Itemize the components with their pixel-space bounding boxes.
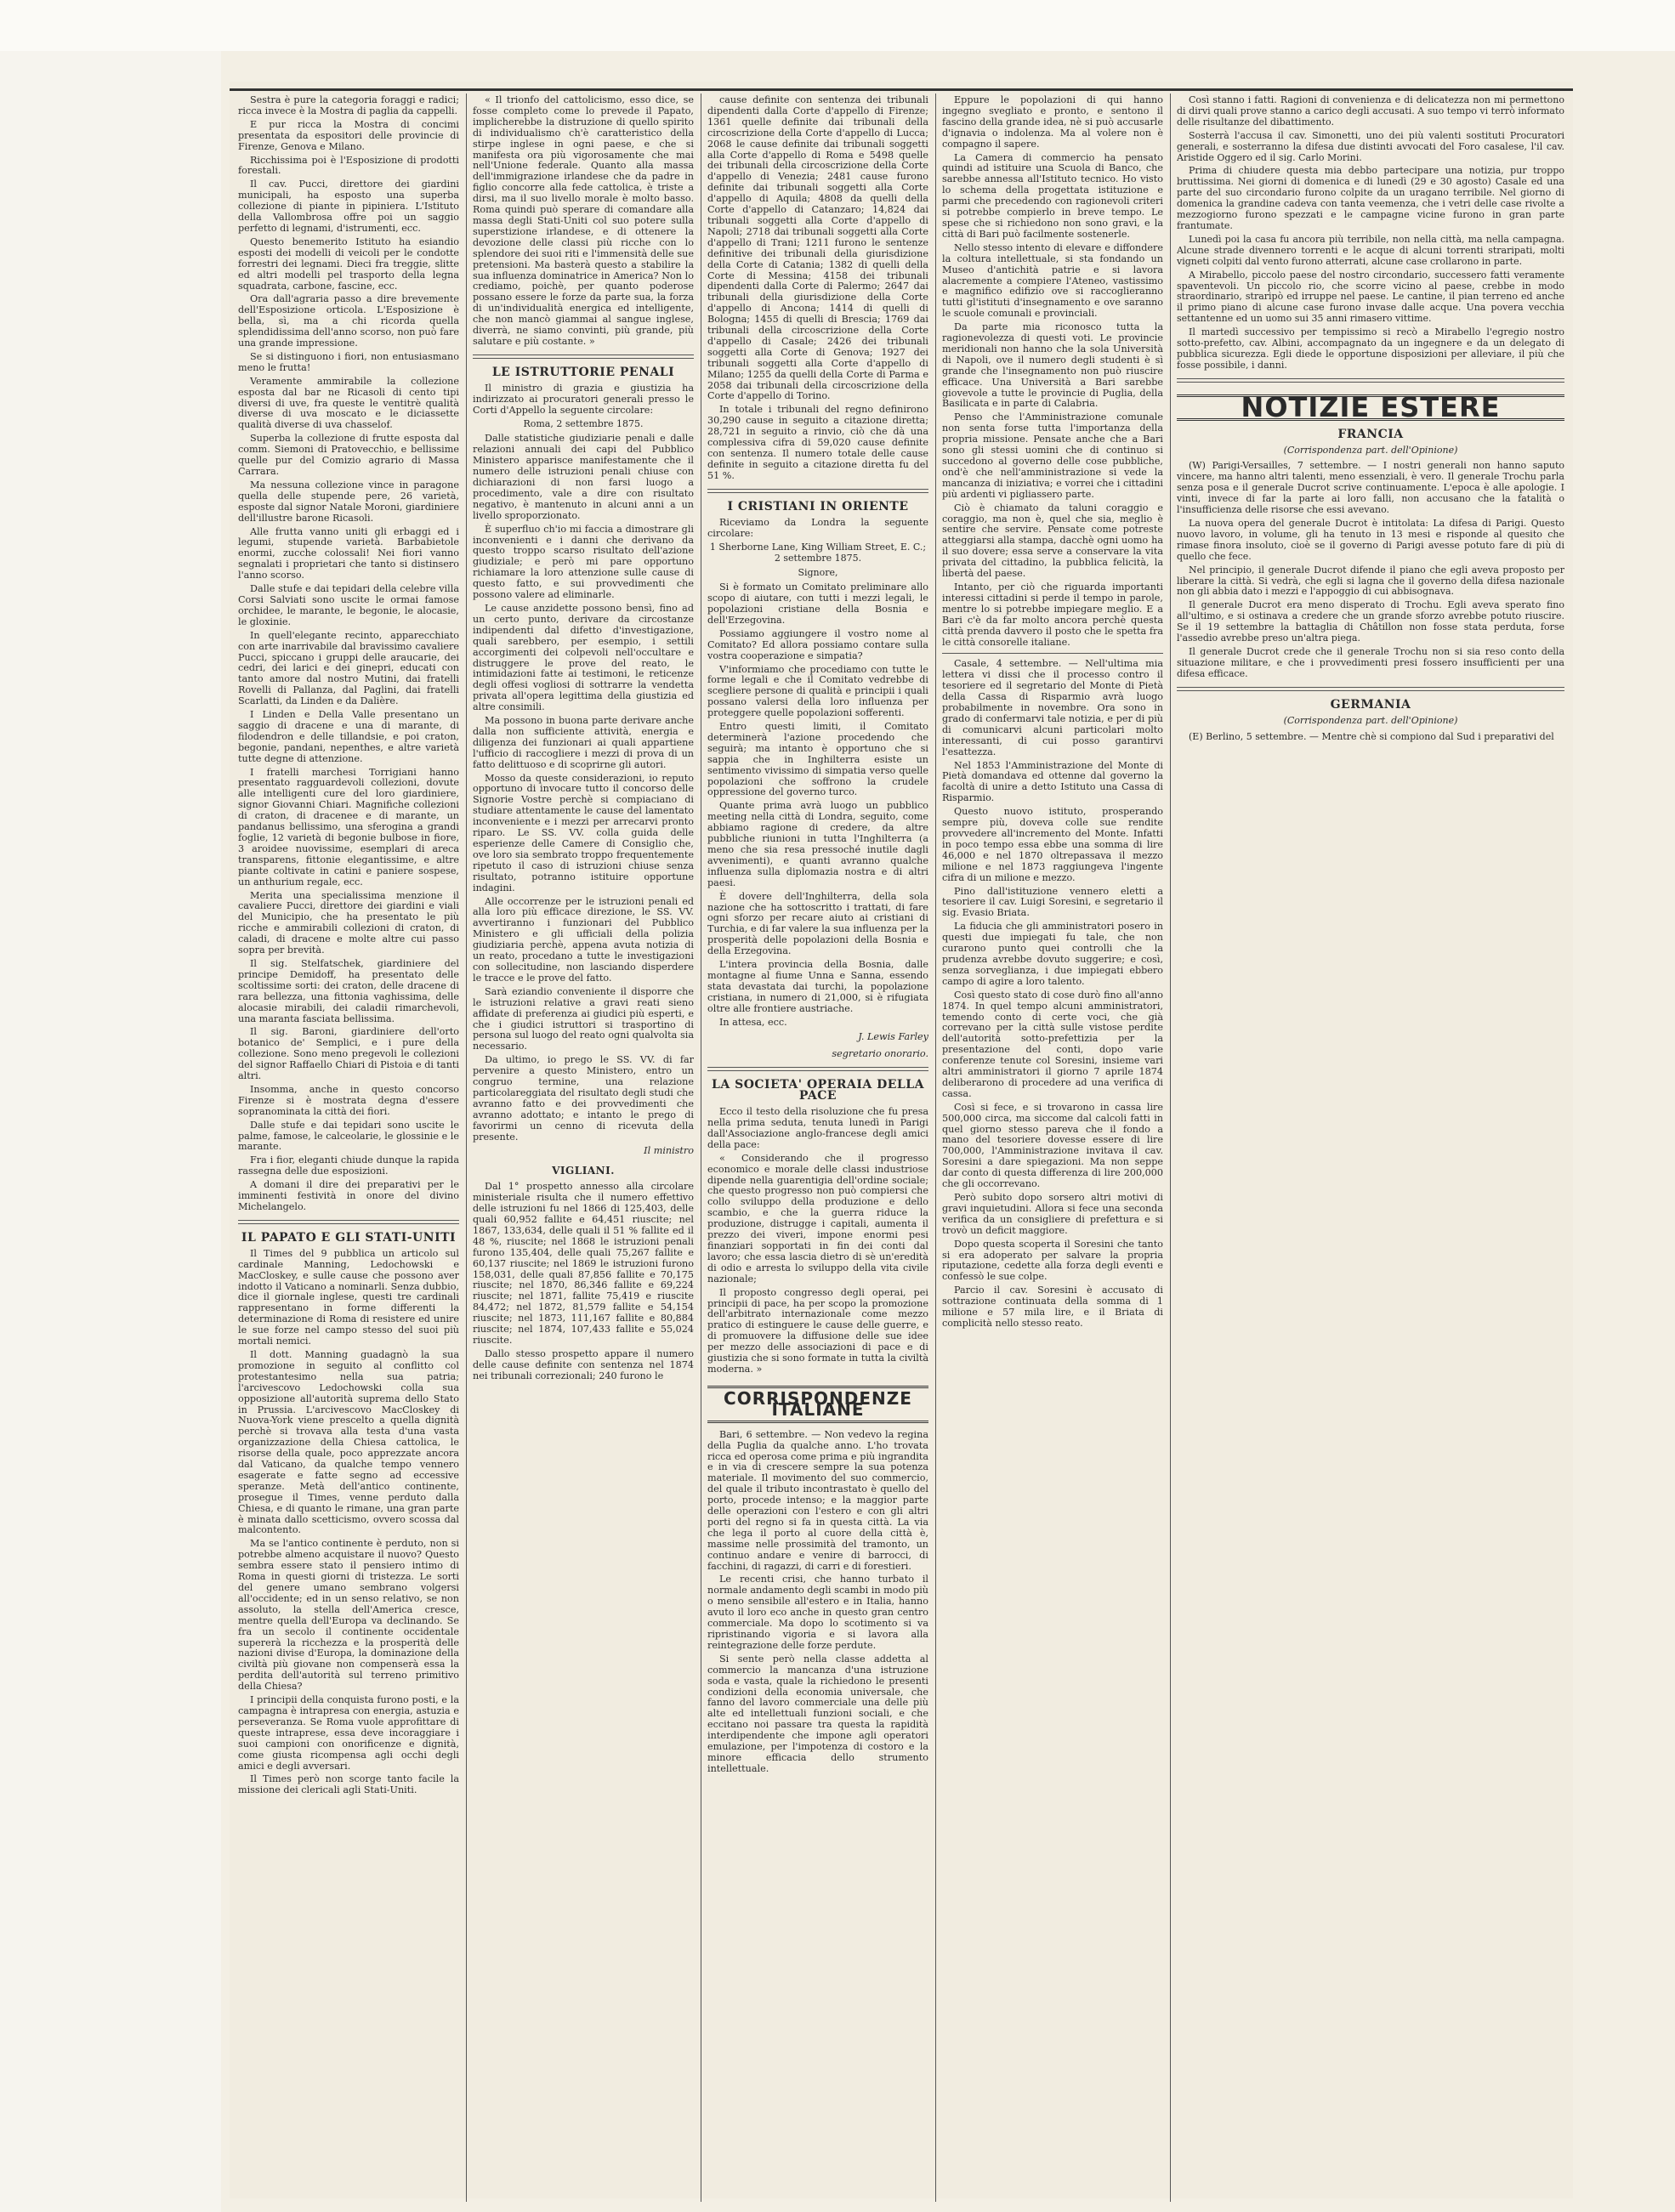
paragraph: Il sig. Baroni, giardiniere dell'orto botanico de' Semplici, e i pure della collezione. Sono meno pregevoli le collezioni del signor Raffaello Chiari di Pistoia e di tanti altri. [238, 1026, 459, 1082]
paragraph: Nel principio, il generale Ducrot difende il piano che egli aveva proposto per liberare la città. Si vedrà, che egli si lagna che il governo della difesa nazionale non gli abbia dato i mezzi e l'appoggio di cui abbisognava. [1177, 564, 1564, 598]
paragraph: Però subito dopo sorsero altri motivi di gravi inquietudini. Allora si fece una seconda verifica da un consigliere di prefettura e si trovò un deficit maggiore. [942, 1192, 1163, 1236]
paragraph: « Il trionfo del cattolicismo, esso dice, se fosse completo come lo prevede il Papato, implicherebbe la distruzione di quello spirito di individualismo ch'è caratteristico della stirpe inglese in ogni paese, e che si manifesta ora più vigorosamente che mai nell'Unione federale. Quanto alla massa dell'immigrazione irlandese che da padre in figlio concorre alla fede cattolica, è triste a dirsi, ma il suo livello morale è molto basso. Roma quindi può sperare di comandare alla massa degli Stati-Uniti col suo potere sulla superstizione irlandese, e di ottenere la devozione delle classi più ricche con lo splendore dei suoi riti e l'immensità delle sue pretensioni. Ma basterà questo a stabilire la sua influenza dominatrice in America? Non lo crediamo, poichè, per quanto poderose possano essere le forze da parte sua, la forza di un'individualità energica ed intelligente, che non mancò giammai al sangue inglese, diverrà, ne siamo convinti, più grande, più salutare e più costante. » [473, 95, 694, 347]
paragraph: Dalle statistiche giudiziarie penali e dalle relazioni annuali dei capi del Pubblico Ministero apparisce manifestamente che il numero delle istruzioni penali chiuse con dichiarazioni di non farsi luogo a procedimento, vale a dire con risultato negativo, è mantenuto in alcuni anni a un livello sproporzionato. [473, 433, 694, 521]
paragraph: Questo benemerito Istituto ha esiandio esposti dei modelli di veicoli per le condotte forrestri dei legnami. Dieci fra treggie, slitte ed altri modelli pel trasporto della legna squadrata, carbone, fascine, ecc. [238, 235, 459, 292]
paragraph: L'intera provincia della Bosnia, dalle montagne al fiume Unna e Sanna, essendo stata devastata dai turchi, la popolazione cristiana, in numero di 21,000, si è rifugiata oltre alle frontiere austriache. [707, 959, 928, 1014]
paragraph: Dal 1° prospetto annesso alla circolare ministeriale risulta che il numero effettivo delle istruzioni fu nel 1866 di 125,403, delle quali 60,952 fallite e 64,451 riuscite; nel 1867, 133,634, delle quali il 51 % fallite ed il 48 %, riuscite; nel 1868 le istruzioni penali furono 135,404, delle quali 75,267 fallite e 60,137 riuscite; nel 1869 le istruzioni furono 158,031, delle quali 87,856 fallite e 70,175 riuscite; nel 1870, 86,346 fallite e 69,224 riuscite; nel 1871, fallite 75,419 e riuscite 84,472; nel 1872, 81,579 fallite e 54,154 riuscite; nel 1873, 111,167 fallite e 80,884 riuscite; nel 1874, 107,433 fallite e 55,024 riuscite. [473, 1181, 694, 1346]
divider [1177, 378, 1564, 383]
paragraph: E pur ricca la Mostra di concimi presentata da espositori delle provincie di Firenze, Genova e Milano. [238, 118, 459, 152]
paragraph: Merita una specialissima menzione il cavaliere Pucci, direttore dei giardini e viali del Municipio, che ha presentato le più ricche e ammirabili collezioni di craton, di caladi, di dracene e molte altre cui passo sopra per brevità. [238, 889, 459, 956]
paragraph: Questo nuovo istituto, prosperando sempre più, doveva colle sue rendite provvedere all'incremento del Monte. Infatti in poco tempo essa ebbe una somma di lire 46,000 e nel 1870 oltrepassava il mezzo milione e nel 1873 raggiungeva l'ingente cifra di un milione e mezzo. [942, 806, 1163, 883]
section-heading: I CRISTIANI IN ORIENTE [727, 499, 909, 513]
paragraph: Ecco il testo della risoluzione che fu presa nella prima seduta, tenuta lunedì in Parigi dall'Associazione anglo-francese degli amici della pace: [707, 1106, 928, 1150]
paragraph: Prima di chiudere questa mia debbo partecipare una notizia, pur troppo bruttissima. Nei giorni di domenica e di lunedì (29 e 30 agosto) Casale ed una parte del suo circondario furono colpite da un uragano terribile. Nel giorno di domenica la grandine cadeva con tanta veemenza, che i vetri delle case rivolte a mezzogiorno furono spezzati e le campagne vicine furono in gran parte frantumate. [1177, 165, 1564, 231]
paragraph: Parcio il cav. Soresini è accusato di sottrazione continuata della somma di 1 milione e 57 mila lire, e il Briata di complicità nello stesso reato. [942, 1285, 1163, 1329]
paragraph: Nel 1853 l'Amministrazione del Monte di Pietà domandava ed ottenne dal governo la facoltà di unire a detto Istituto una Cassa di Risparmio. [942, 759, 1163, 804]
paragraph: Da parte mia riconosco tutta la ragionevolezza di questi voti. Le provincie meridionali non hanno che la sola Università di Napoli, ove il numero degli studenti è sì grande che l'insegnamento non può riuscire efficace. Una Università a Bari sarebbe giovevole a tutte le provincie di Puglia, della Basilicata e in parte di Calabria. [942, 321, 1163, 410]
paragraph: Il martedì successivo per tempissimo si recò a Mirabello l'egregio nostro sotto-prefetto, cav. Albini, accompagnato da un ingegnere e da un delegato di pubblica sicurezza. Egli diede le opportune disposizioni per alleviare, il più che fosse possibile, i danni. [1177, 326, 1564, 371]
paragraph: Il dott. Manning guadagnò la sua promozione in seguito al conflitto col protestantesimo nella sua patria; l'arcivescovo Ledochowski colla sua opposizione all'autorità suprema dello Stato in Prussia. L'arcivescovo MacCloskey di Nuova-York viene prescelto a quella dignità perchè si trovava alla testa d'una vasta organizzazione della Chiesa cattolica, le risorse della quale, poco apprezzate ancora dal Vaticano, da qualche tempo vennero esagerate e fatte segno ad eccessive speranze. Metà dell'antico continente, prosegue il Times, venne perduto dalla Chiesa, e di quanto le rimane, una gran parte è minata dallo scetticismo, ovvero scossa dal malcontento. [238, 1348, 459, 1536]
section-heading: FRANCIA [1337, 427, 1404, 441]
paragraph: Il generale Ducrot era meno disperato di Trochu. Egli aveva sperato fino all'ultimo, e si ostinava a credere che un grande sforzo avrebbe potuto riuscire. Se il 19 settembre la battaglia di Châtillon non fosse stata perduta, forse l'assedio avrebbe preso un'altra piega. [1177, 599, 1564, 644]
section-heading: LA SOCIETA' OPERAIA DELLA PACE [712, 1078, 924, 1103]
divider [238, 1220, 459, 1224]
paragraph: Dopo questa scoperta il Soresini che tanto si era adoperato per salvare la propria riputazione, cedette alla forza degli eventi e confessò le sue colpe. [942, 1238, 1163, 1283]
letter-meta: Roma, 2 settembre 1875. [523, 418, 644, 430]
column-separator [935, 94, 936, 2202]
paragraph: Si è formato un Comitato preliminare allo scopo di aiutare, con tutti i mezzi legali, le popolazioni cristiane della Bosnia e dell'Erzegovina. [707, 581, 928, 626]
paragraph: I principii della conquista furono posti, e la campagna è intrapresa con energia, astuzia e perseveranza. Se Roma vuole approfittare di queste intraprese, essa deve incoraggiare i suoi campioni con onorificenze e dignità, come giusta ricompensa agli occhi degli amici e degli avversari. [238, 1694, 459, 1772]
paragraph: Dalle stufe e dai tepidari della celebre villa Corsi Salviati sono uscite le ormai famose orchidee, le marante, le begonie, le alocasie, le gloxinie. [238, 583, 459, 627]
paragraph: Le recenti crisi, che hanno turbato il normale andamento degli scambi in modo più o meno sensibile all'estero e in Italia, hanno avuto il loro eco anche in questo gran centro commerciale. Ma dopo lo scotimento si va ripristinando vigoria e si lavora alla reintegrazione delle forze perdute. [707, 1574, 928, 1651]
paragraph: « Considerando che il progresso economico e morale delle classi industriose dipende nella guarentigia dell'ordine sociale; che questo progresso non può compiersi che collo sviluppo della produzione e dello scambio, e che la guerra riduce la produzione, distrugge i capitali, aumenta il prezzo dei viveri, impone enormi pesi finanziari sopportati in fin dei conti dal lavoro; che essa lascia dietro di sè un'eredità di odio e arresta lo sviluppo della vita civile nazionale; [707, 1152, 928, 1285]
column-separator [466, 94, 467, 2202]
divider [942, 653, 1163, 654]
paragraph: Intanto, per ciò che riguarda importanti interessi cittadini si perde il tempo in parole, mentre lo si potrebbe impiegare meglio. E a Bari c'è da far molto ancora perchè questa città prenda davvero il posto che le spetta fra le città consorelle italiane. [942, 581, 1163, 648]
paragraph: La Camera di commercio ha pensato quindi ad istituire una Scuola di Banco, che sarebbe annessa all'Istituto tecnico. Ho visto lo schema della progettata istituzione e parmi che precedendo con ragionevoli criteri si potrebbe compierlo in breve tempo. Le spese che si richiedono non sono gravi, e la città di Bari può facilmente sostenerle. [942, 151, 1163, 240]
column-separator [1170, 94, 1171, 2202]
paragraph: Insomma, anche in questo concorso Firenze si è mostrata degna d'essere sopranominata la città dei fiori. [238, 1083, 459, 1117]
paragraph: Superba la collezione di frutte esposta dal comm. Siemoni di Pratovecchio, e bellissime quelle pur del Comizio agrario di Massa Carrara. [238, 433, 459, 477]
paragraph: Il Times però non scorge tanto facile la missione dei clericali agli Stati-Uniti. [238, 1773, 459, 1796]
paragraph: Dalle stufe e dai tepidari sono uscite le palme, famose, le calceolarie, le glossinie e le marante. [238, 1119, 459, 1153]
letter-meta: 1 Sherborne Lane, King William Street, E. C.; 2 settembre 1875. [709, 542, 927, 564]
paragraph: Si sente però nella classe addetta al commercio la mancanza d'una istruzione soda e vasta, quale la richiedono le presenti condizioni della economia universale, che fanno del lavoro commerciale una delle più alte ed intellettuali funzioni sociali, e che eccitano noi passare tra questa la rapidità interdipendente che impone agli operatori emulazione, per l'impotenza di costoro e la minore efficacia dello strumento intellettuale. [707, 1653, 928, 1774]
signature: Il ministro [644, 1145, 694, 1157]
paragraph: Così questo stato di cose durò fino all'anno 1874. In quel tempo alcuni amministratori, temendo conto di certe voci, che già correvano per la città sulle vistose perdite dell'autorità sotto-prefettizia per la presentazione del conti, dopo varie conferenze tenute col Soresini, insieme vari altri amministratori il giorno 7 aprile 1874 deliberarono di procedere ad una verifica di cassa. [942, 989, 1163, 1099]
paragraph: Alle occorrenze per le istruzioni penali ed alla loro più efficace direzione, le SS. VV. avvertiranno i funzionari del Pubblico Ministero e gli ufficiali della polizia giudiziaria perchè, appena avuta notizia di un reato, procedano a tutte le investigazioni con sollecitudine, non lasciando disperdere le tracce e le prove del fatto. [473, 895, 694, 984]
section-banner: NOTIZIE ESTERE [1177, 394, 1564, 421]
paragraph: Casale, 4 settembre. — Nell'ultima mia lettera vi dissi che il processo contro il tesoriere ed il segretario del Monte di Pietà della Cassa di Risparmio avrà luogo probabilmente in novembre. Ora sono in grado di confermarvi tale notizia, e per di più di comunicarvi alcuni particolari molto interessanti, di cui posso garantirvi l'esattezza. [942, 658, 1163, 757]
paragraph: I Linden e Della Valle presentano un saggio di dracene e una di marante, di filodendron e delle tillandsie, e poi craton, begonie, pandani, nepenthes, e altre varietà tutte degne di attenzione. [238, 709, 459, 764]
section-heading: GERMANIA [1330, 697, 1411, 712]
paragraph: Ma se l'antico continente è perduto, non si potrebbe almeno acquistare il nuovo? Questo sembra essere stato il pensiero intimo di Roma in questi giorni di tristezza. Le sorti del genere umano sembrano volgersi all'occidente; ed in un senso relativo, se non assoluto, la stella dell'America cresce, mentre quella dell'Europa va declinando. Se fra un secolo il continente occidentale supererà la ricchezza e la prosperità delle nazioni divise d'Europa, la dominazione della civiltà più giovane non compenserà essa la perdita dell'autorità sul terreno primitivo della Chiesa? [238, 1538, 459, 1693]
paragraph: Dallo stesso prospetto appare il numero delle cause definite con sentenza nel 1874 nei tribunali correzionali; 240 furono le [473, 1347, 694, 1381]
paragraph: Ricchissima poi è l'Esposizione di prodotti forestali. [238, 154, 459, 177]
paragraph: Le cause anzidette possono bensì, fino ad un certo punto, derivare da circostanze indipendenti dal difetto d'investigazione, quali sarebbero, per esempio, i settili accorgimenti dei colpevoli nell'occultare e distruggere le prove del reato, le intimidazioni fatte ai testimoni, le reticenze degli offesi vogliosi di sottrarre la vendetta privata all'opera legittima della giustizia ed altre consimili. [473, 602, 694, 713]
paragraph: In totale i tribunali del regno definirono 30,290 cause in seguito a citazione diretta; 28,721 in seguito a rinvio, ciò che dà una complessiva cifra di 59,020 cause definite con sentenza. Il numero totale delle cause definite in seguito a citazione diretta fu del 51 %. [707, 404, 928, 481]
paragraph: Ma possono in buona parte derivare anche dalla non sufficiente attività, energia e diligenza dei funzionari ai quali appartiene l'ufficio di raccogliere i mezzi di prova di un fatto delittuoso e di scoprirne gli autori. [473, 715, 694, 770]
divider [1177, 687, 1564, 691]
paragraph: Nello stesso intento di elevare e diffondere la coltura intellettuale, si sta fondando un Museo d'antichità patrie e si lavora alacremente a compiere l'Ateneo, vastissimo e magnifico edifizio ove si raccoglieranno tutti gl'istituti d'insegnamento e ove saranno le scuole comunali e provinciali. [942, 241, 1163, 320]
top-rule [230, 88, 1573, 91]
section-heading: LE ISTRUTTORIE PENALI [491, 365, 675, 379]
paragraph: Ora dall'agraria passo a dire brevemente dell'Esposizione orticola. L'Esposizione è bella, sì, ma a chi ricorda quella splendidissima dell'anno scorso, non può fare una grande impressione. [238, 293, 459, 349]
paragraph: Bari, 6 settembre. — Non vedevo la regina della Puglia da qualche anno. L'ho trovata ricca ed operosa come prima e più ingrandita e in via di crescere sempre la sua potenza materiale. Il movimento del suo commercio, del quale il tributo incontrastato è quello del porto, procede intenso; e la maggior parte delle operazioni con l'estero e con gli altri porti del regno si fa in questa città. La via che lega il porto al cuore della città è, massime nelle prossimità del tramonto, un continuo andare e venire di barrocci, di facchini, di ragazzi, di carri e di forestieri. [707, 1428, 928, 1572]
paragraph: Lunedì poi la casa fu ancora più terribile, non nella città, ma nella campagna. Alcune strade divennero torrenti e le acque di alcuni torrenti straripati, molti vigneti colpiti dal vento furono atterrati, alcune case crollarono in parte. [1177, 233, 1564, 267]
paragraph: Così stanno i fatti. Ragioni di convenienza e di delicatezza non mi permettono di dirvi quali prove stanno a carico degli accusati. A suo tempo vi terrò informato delle risultanze del dibattimento. [1177, 95, 1564, 128]
paragraph: È dovere dell'Inghilterra, della sola nazione che ha sottoscritto i trattati, di fare ogni sforzo per recare aiuto ai cristiani di Turchia, e di far valere la sua influenza per la prosperità delle popolazioni della Bosnia e della Erzegovina. [707, 890, 928, 957]
paragraph: Entro questi limiti, il Comitato determinerà l'azione procedendo che seguirà; ma intanto è opportuno che si sappia che in Inghilterra esiste un sentimento vivissimo di simpatia verso quelle popolazioni che soffrono la crudele oppressione del governo turco. [707, 721, 928, 798]
paragraph: A domani il dire dei preparativi per le imminenti festività in onore del divino Michelangelo. [238, 1179, 459, 1212]
paragraph: (E) Berlino, 5 settembre. — Mentre chè si compiono dal Sud i preparativi del [1189, 730, 1554, 742]
paragraph: Sarà eziandio conveniente il disporre che le istruzioni relative a gravi reati sieno affidate di preferenza ai giudici più esperti, e che i giudici istruttori si trasportino di persona sul luogo del reato ogni qualvolta sia necessario. [473, 985, 694, 1052]
paragraph: È superfluo ch'io mi faccia a dimostrare gli inconvenienti e i danni che derivano da questo troppo scarso risultato dell'azione giudiziale; e però mi pare opportuno richiamare la loro attenzione sulle cause di questo fatto, e sui provvedimenti che possono valere ad eliminarle. [473, 523, 694, 601]
signature: segretario onorario. [832, 1048, 928, 1060]
divider [707, 1067, 928, 1071]
column-4 [942, 95, 1163, 2202]
paragraph: cause definite con sentenza dei tribunali dipendenti dalla Corte d'appello di Firenze; 1361 quelle definite dai tribunali della circoscrizione della Corte d'appello di Lucca; 2068 le cause definite dai tribunali soggetti alla Corte d'appello di Roma e 5498 quelle dei tribunali della circoscrizione della Corte d'appello di Venezia; 2481 cause furono definite dai tribunali soggetti alla Corte d'appello di Aquila; 4808 da quelli della Corte d'appello di Catanzaro; 14,824 dai tribunali soggetti alla Corte d'appello di Napoli; 2718 dai tribunali soggetti alla Corte d'appello di Trani; 1211 furono le sentenze definitive dei tribunali della giurisdizione della Corte di Catania; 1382 di quelli della Corte di Messina; 4158 dei tribunali dipendenti dalla Corte di Palermo; 2647 dai tribunali della giurisdizione della Corte d'appello di Ancona; 1414 di quelli di Bologna; 1455 di quelli di Brescia; 1769 dai tribunali della circoscrizione della Corte d'appello di Casale; 2426 dei tribunali soggetti alla Corte di Genova; 1927 dei tribunali soggetti alla Corte d'appello di Milano; 1255 da quelli della Corte di Parma e 2058 dai tribunali della circoscrizione della Corte d'appello di Torino. [707, 95, 928, 402]
paragraph: Pino dall'istituzione vennero eletti a tesoriere il cav. Luigi Soresini, e segretario il sig. Evasio Briata. [942, 885, 1163, 919]
paragraph: Mosso da queste considerazioni, io reputo opportuno di invocare tutto il concorso delle Signorie Vostre perchè si compiaciano di studiare attentamente le cause del lamentato inconveniente e i mezzi per arrecarvi pronto riparo. Le SS. VV. colla guida delle esperienze delle Camere di Consiglio che, ove loro sia sembrato troppo frequentemente ripetuto il caso di istruzioni chiuse senza risultato, potranno istituire opportune indagini. [473, 772, 694, 893]
section-subheading: (Corrispondenza part. dell'Opinione) [1283, 714, 1458, 726]
signature: VIGLIANI. [552, 1165, 615, 1177]
paragraph: Eppure le popolazioni di qui hanno ingegno svegliato e pronto, e sentono il fascino della grande idea, nè si può accusarle d'ignavia o indolenza. Ma al volere non è compagno il sapere. [942, 95, 1163, 150]
divider [707, 489, 928, 493]
paragraph: A Mirabello, piccolo paese del nostro circondario, successero fatti veramente spaventevoli. Un piccolo rio, che scorre vicino al paese, crebbe in modo straordinario, straripò ed irruppe nel paese. Le cantine, il pian terreno ed anche il primo piano di alcune case furono invase dalle acque. Una povera vecchia settantenne ed un uomo sui 35 anni rimasero vittime. [1177, 269, 1564, 325]
paragraph: Sestra è pure la categoria foraggi e radici; ricca invece è la Mostra di paglia da cappelli. [238, 95, 459, 116]
paragraph: Il Times del 9 pubblica un articolo sul cardinale Manning, Ledochowski e MacCloskey, e sulle cause che possono aver indotto il Vaticano a nominarli. Senza dubbio, dice il giornale inglese, questi tre cardinali rappresentano in forme differenti la determinazione di Roma di resistere ed unire le sue forze nel campo stesso del suoi più mortali nemici. [238, 1247, 459, 1347]
divider [473, 354, 694, 359]
paragraph: Così si fece, e si trovarono in cassa lire 500,000 circa, ma siccome dal calcoli fatti in quel giorno stesso pareva che il fondo a mano del tesoriere dovesse essere di lire 700,000, l'Amministrazione invitava il cav. Soresini a dare spiegazioni. Ma non seppe dar conto di questa differenza di lire 200,000 che gli occorrevano. [942, 1101, 1163, 1190]
scan-margin-top [0, 0, 1675, 51]
paragraph: La nuova opera del generale Ducrot è intitolata: La difesa di Parigi. Questo nuovo lavoro, in volume, gli ha tenuto in 13 mesi e risponde al quesito che rimase finora insoluto, cioè se il governo di Parigi avesse potuto fare di più di quello che fece. [1177, 518, 1564, 562]
paragraph: Sosterrà l'accusa il cav. Simonetti, uno dei più valenti sostituti Procuratori generali, e sosterranno la difesa due distinti avvocati del Foro casalese, l'il cav. Aristide Oggero ed il sig. Carlo Morini. [1177, 129, 1564, 163]
column-2 [473, 95, 694, 2202]
column-1 [238, 95, 459, 2202]
paragraph: Quante prima avrà luogo un pubblico meeting nella città di Londra, seguito, come abbiamo ragione di credere, da altre pubbliche riunioni in tutta l'Inghilterra (a meno che sia resa pressoché inutile dagli avvenimenti), e quanti avranno qualche influenza sulla diplomazia nostra e di altri paesi. [707, 800, 928, 888]
paragraph: Ciò è chiamato da taluni coraggio e coraggio, ma non è, quel che sia, meglio è sentire che servire. Pensate come potreste atteggiarsi alla stampa, dacchè ogni uomo ha il suo dovere; essa serve a conservare la vita privata del cittadino, la pubblica felicità, la libertà del paese. [942, 502, 1163, 580]
paragraph: Veramente ammirabile la collezione esposta dal bar ne Ricasoli di cento tipi diversi di uve, fra queste le ventitrè qualità diverse di uva moscato e le diciassette qualità diverse di uva chasselof. [238, 375, 459, 431]
paragraph: Il cav. Pucci, direttore dei giardini municipali, ha esposto una superba collezione di piante in pipiniera. L'Istituto della Vallombrosa offre poi un saggio perfetto di legnami, d'istrumenti, ecc. [238, 179, 459, 234]
paragraph: Penso che l'Amministrazione comunale non senta forse tutta l'importanza della propria missione. Pensate anche che a Bari sono gli stessi uomini che di continuo si succedono al governo delle cose pubbliche, ond'è che nell'amministrazione si vede la mancanza di iniziativa; e vorrei che i cittadini più ardenti vi pigliassero parte. [942, 411, 1163, 500]
signature: J. Lewis Farley [858, 1030, 928, 1042]
paragraph: Il ministro di grazia e giustizia ha indirizzato ai procuratori generali presso le Corti d'Appello la seguente circolare: [473, 382, 694, 416]
paragraph: Riceviamo da Londra la seguente circolare: [707, 516, 928, 539]
letter-meta: Signore, [798, 567, 838, 579]
paragraph: In quell'elegante recinto, apparecchiato con arte inarrivabile dal bravissimo cavaliere Pucci, spiccano i gruppi delle araucarie, dei cedri, dei larici e dei ginepri, educati con tanto amore dal nostro Mutini, dai fratelli Rovelli di Pallanza, dal Paglini, dai fratelli Scarlatti, da Linden e da Dalière. [238, 629, 459, 707]
paragraph: Fra i fior, eleganti chiude dunque la rapida rassegna delle due esposizioni. [238, 1154, 459, 1177]
paragraph: Il generale Ducrot crede che il generale Trochu non si sia reso conto della situazione militare, e che i provvedimenti presi fossero insufficienti per una difesa efficace. [1177, 645, 1564, 679]
column-5 [1177, 95, 1564, 2202]
paragraph: Se si distinguono i fiori, non entusiasmano meno le frutta! [238, 350, 459, 373]
section-subheading: (Corrispondenza part. dell'Opinione) [1283, 444, 1458, 456]
paragraph: In attesa, ecc. [719, 1016, 787, 1028]
paragraph: I fratelli marchesi Torrigiani hanno presentato ragguardevoli collezioni, dovute alle intelligenti cure del loro giardiniere, signor Giovanni Chiari. Magnifiche collezioni di craton, di dracenee e di marante, un pandanus bellissimo, una sferogina a grandi foglie, 12 varietà di begonie bulbose in fiore, 3 aroidee nuovissime, esemplari di areca transparens, fittonie elegantissime, e altre piante coltivate in catini e paniere sospese, un anthurium regale, ecc. [238, 766, 459, 888]
paragraph: Da ultimo, io prego le SS. VV. di far pervenire a questo Ministero, entro un congruo termine, una relazione particolareggiata del risultato degli studi che avranno fatto e dei provvedimenti che avranno adottato; e intanto le prego di favorirmi un cenno di ricevuta della presente. [473, 1054, 694, 1143]
section-heading: IL PAPATO E GLI STATI-UNITI [241, 1230, 457, 1245]
paragraph: La fiducia che gli amministratori posero in questi due impiegati fu tale, che non curarono punto quei controlli che la prudenza avrebbe dovuto suggerire; e così, senza sorveglianza, i due impiegati ebbero campo di agire a loro talento. [942, 921, 1163, 987]
scan-margin-left [0, 51, 221, 2212]
paragraph: Il sig. Stelfatschek, giardiniere del principe Demidoff, ha presentato delle scoltissime sorti: dei craton, delle dracene di rara bellezza, una fittonia vaghissima, delle alocasie mirabili, dei caladii rimarchevoli, una maranta fasciata bellissima. [238, 957, 459, 1024]
paragraph: V'informiamo che procediamo con tutte le forme legali e che il Comitato vedrebbe di scegliere persone di qualità e principii i quali possano valersi della loro influenza per proteggere quelle popolazioni sofferenti. [707, 663, 928, 719]
paragraph: (W) Parigi-Versailles, 7 settembre. — I nostri generali non hanno saputo vincere, ma hanno altri talenti, meno essenziali, è vero. Il generale Trochu parla senza posa e il generale Ducrot scrive continuamente. L'epoca è alle apologie. I vinti, invece di far la parte ai loro falli, non accusano che la fatalità o l'insufficienza delle risorse che essi avevano. [1177, 460, 1564, 516]
paragraph: Alle frutta vanno uniti gli erbaggi ed i legumi, stupende varietà. Barbabietole enormi, zucche colossali! Nei fiori vanno segnalati i proprietari che tanto si distinsero l'anno scorso. [238, 525, 459, 581]
column-3 [707, 95, 928, 2202]
paragraph: Il proposto congresso degli operai, pei principii di pace, ha per scopo la promozione dell'arbitrato internazionale come mezzo pratico di estinguere le cause delle guerre, e di promuovere la diffusione delle sue idee per mezzo delle associazioni di pace e di giustizia che si sono formate in tutta la civiltà moderna. » [707, 1286, 928, 1375]
paragraph: Possiamo aggiungere il vostro nome al Comitato? Ed allora possiamo contare sulla vostra cooperazione e simpatia? [707, 627, 928, 661]
paragraph: Ma nessuna collezione vince in paragone quella delle stupende pere, 26 varietà, esposte dal signor Natale Moroni, giardiniere dell'illustre barone Ricasoli. [238, 479, 459, 524]
section-banner: CORRISPONDENZE ITALIANE [707, 1386, 928, 1423]
